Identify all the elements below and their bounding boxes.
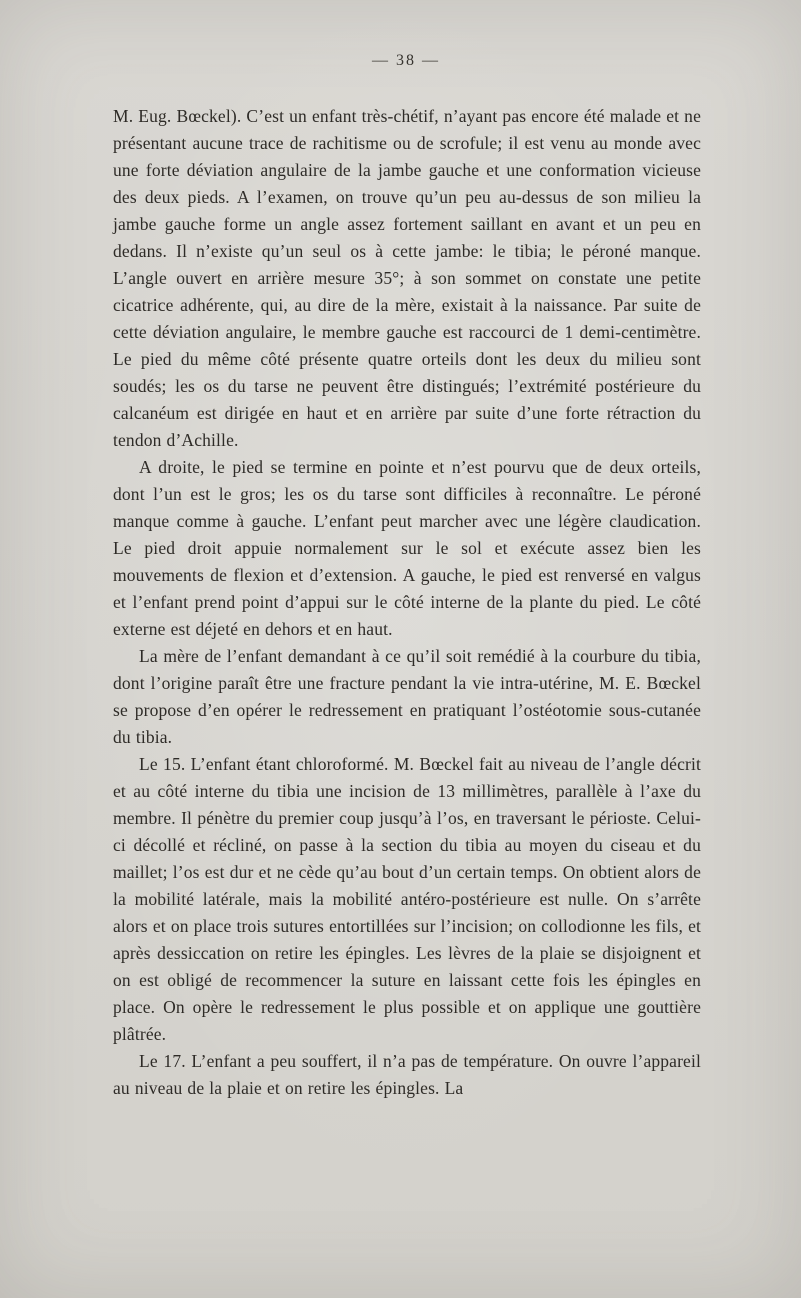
page-number: — 38 — <box>372 52 440 69</box>
paragraph: Le 15. L’enfant étant chloroformé. M. Bœckel fait au niveau de l’angle décrit et au côté interne du tibia une incision de 13 millimètres, parallèle à l’axe du membre. Il pénètre du premier coup jusqu’à l’os, en traversant le périoste. Celui-ci décollé et récliné, on passe à la section du tibia au moyen du ciseau et du maillet; l’os est dur et ne cède qu’au bout d’un certain temps. On obtient alors de la mobilité latérale, mais la mobilité antéro-postérieure est nulle. On s’arrête alors et on place trois sutures entortillées sur l’incision; on collodionne les fils, et après dessiccation on retire les épingles. Les lèvres de la plaie se disjoignent et on est obligé de recommencer la suture en laissant cette fois les épingles en place. On opère le redressement le plus possible et on applique une gouttière plâtrée. <box>113 754 701 1044</box>
text-block <box>113 103 701 1102</box>
paragraph: A droite, le pied se termine en pointe et n’est pourvu que de deux orteils, dont l’un est le gros; les os du tarse sont difficiles à reconnaître. Le péroné manque comme à gauche. L’enfant peut marcher avec une légère claudication. Le pied droit appuie normalement sur le sol et exécute assez bien les mouvements de flexion et d’extension. A gauche, le pied est renversé en valgus et l’enfant prend point d’appui sur le côté interne de la plante du pied. Le côté externe est déjeté en dehors et en haut. <box>113 457 701 639</box>
paragraph: M. Eug. Bœckel). C’est un enfant très-chétif, n’ayant pas encore été malade et ne présentant aucune trace de rachitisme ou de scrofule; il est venu au monde avec une forte déviation angulaire de la jambe gauche et une conformation vicieuse des deux pieds. A l’examen, on trouve qu’un peu au-dessus de son milieu la jambe gauche forme un angle assez fortement saillant en avant et un peu en dedans. Il n’existe qu’un seul os à cette jambe: le tibia; le péroné manque. L’angle ouvert en arrière mesure 35°; à son sommet on constate une petite cicatrice adhérente, qui, au dire de la mère, existait à la naissance. Par suite de cette déviation angulaire, le membre gauche est raccourci de 1 demi-centimètre. Le pied du même côté présente quatre orteils dont les deux du milieu sont soudés; les os du tarse ne peuvent être distingués; l’extrémité postérieure du calcanéum est dirigée en haut et en arrière par suite d’une forte rétraction du tendon d’Achille. <box>113 106 701 450</box>
paragraph: Le 17. L’enfant a peu souffert, il n’a pas de température. On ouvre l’appareil au niveau de la plaie et on retire les épingles. La <box>113 1051 701 1098</box>
paragraph: La mère de l’enfant demandant à ce qu’il soit remédié à la courbure du tibia, dont l’origine paraît être une fracture pendant la vie intra-utérine, M. E. Bœckel se propose d’en opérer le redressement en pratiquant l’ostéotomie sous-cutanée du tibia. <box>113 646 701 747</box>
